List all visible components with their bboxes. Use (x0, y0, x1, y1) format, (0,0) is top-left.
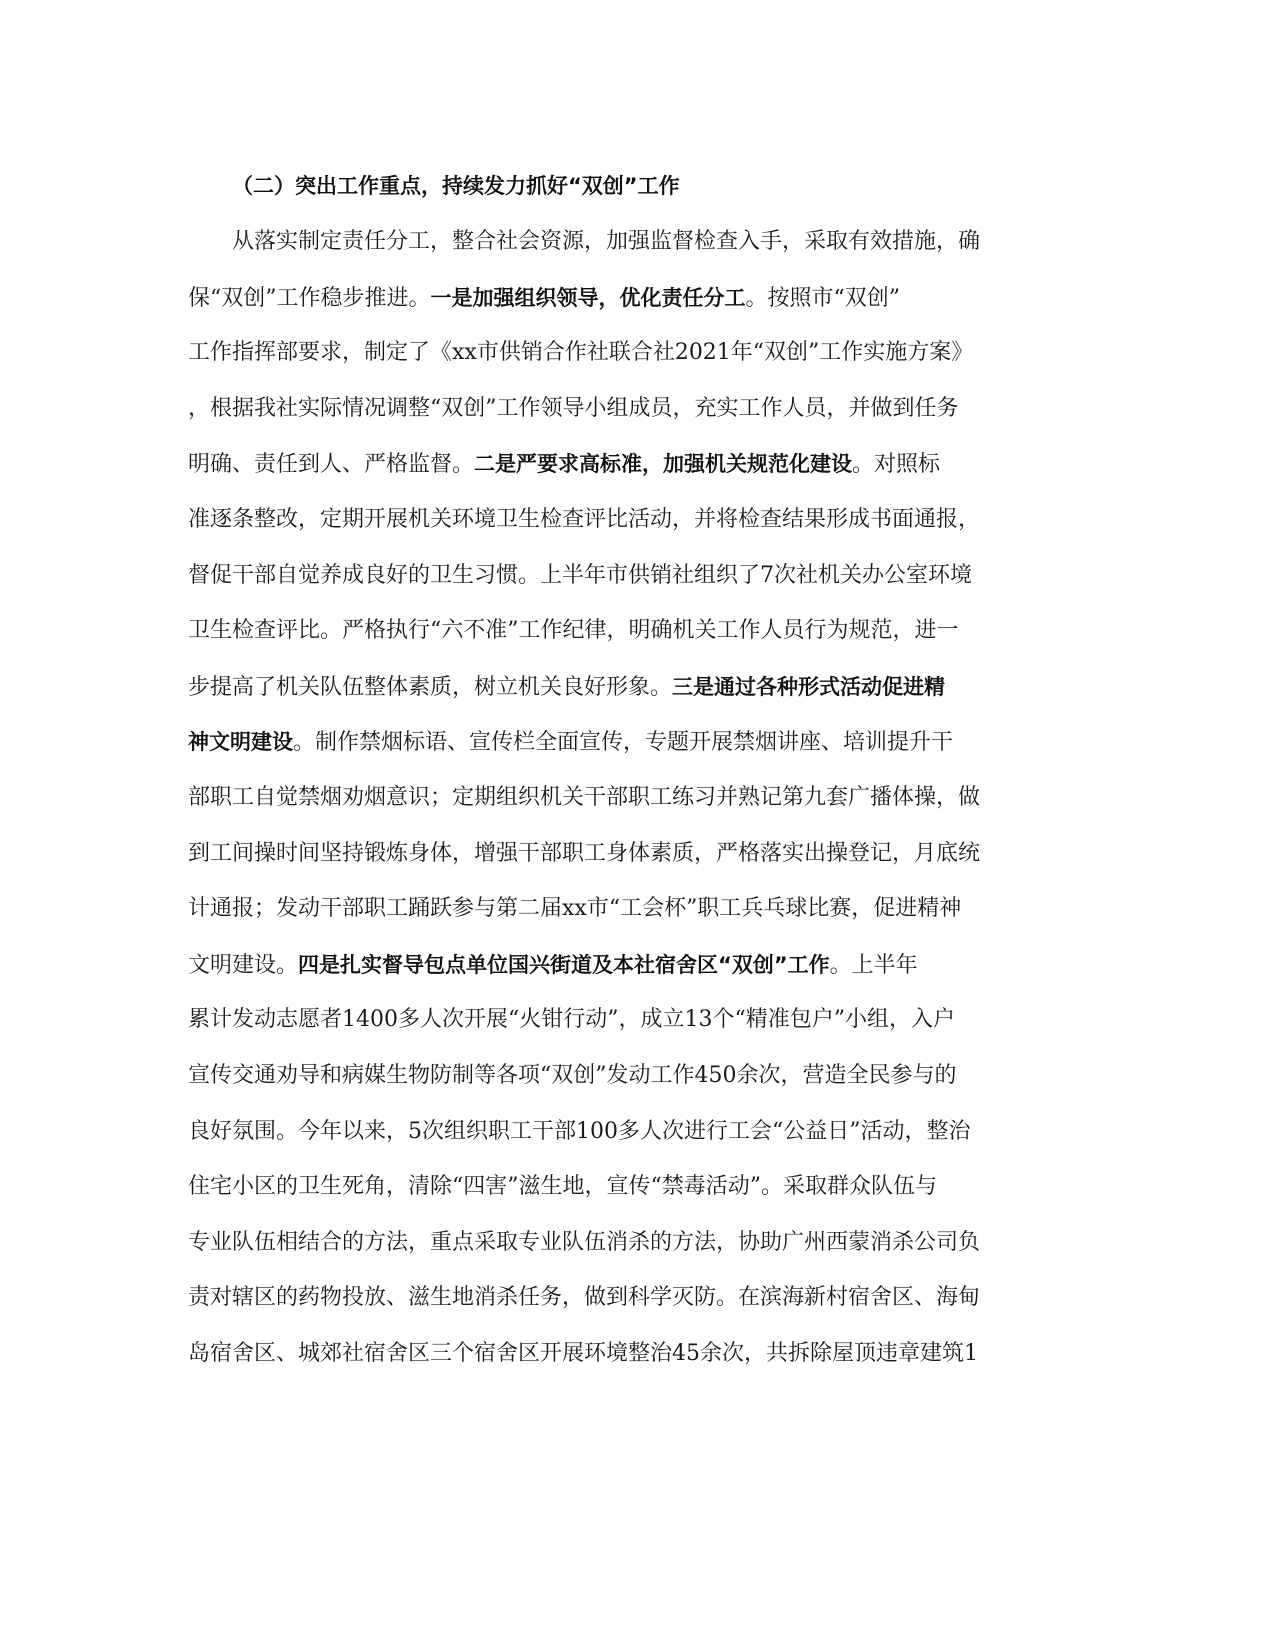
text-run: 宣传交通劝导和病媒生物防制等各项“双创”发动工作450余次，营造全民参与的 (188, 1063, 957, 1088)
bold-phrase: 二是严要求高标准，加强机关规范化建设 (474, 452, 853, 477)
text-run: 工作指挥部要求，制定了《xx市供销合作社联合社2021年“双创”工作实施方案》 (188, 340, 974, 366)
text-run: 督促干部自觉养成良好的卫生习惯。上半年市供销社组织了7次社机关办公室环境 (188, 562, 972, 588)
text-run: 从落实制定责任分工，整合社会资源，加强监督检查入手，采取有效措施，确 (232, 229, 981, 254)
section-heading: （二）突出工作重点，持续发力抓好“双创”工作 (232, 174, 680, 198)
text-line (188, 778, 980, 818)
text-run: 部职工自觉禁烟劝烟意识；定期组织机关干部职工练习并熟记第九套广播体操，做 (188, 785, 981, 810)
text-line (188, 834, 980, 874)
text-line (188, 889, 961, 929)
text-run: 住宅小区的卫生死角，清除“四害”滋生地，宣传“禁毒活动”。采取群众队伍与 (188, 1174, 937, 1200)
text-run: 岛宿舍区、城郊社宿舍区三个宿舍区开展环境整治45余次，共拆除屋顶违章建筑1 (188, 1341, 978, 1366)
text-run: 保“双创”工作稳步推进。 (188, 285, 431, 311)
text-run: 准逐条整改，定期开展机关环境卫生检查评比活动，并将检查结果形成书面通报， (188, 507, 981, 532)
text-run: 。上半年 (829, 952, 918, 978)
text-line (188, 1000, 955, 1040)
text-run: 明确、责任到人、严格监督。 (188, 452, 475, 478)
text-run: 专业队伍相结合的方法，重点采取专业队伍消杀的方法，协助广州西蒙消杀公司负 (188, 1229, 981, 1255)
text-line (188, 722, 953, 762)
text-line (232, 222, 980, 262)
text-run: 。对照标 (852, 452, 941, 478)
text-line (188, 333, 973, 373)
text-line (188, 500, 980, 540)
bold-phrase: 神文明建设 (188, 730, 293, 755)
text-line (188, 1167, 937, 1207)
text-line (188, 1334, 978, 1374)
text-line (188, 611, 959, 651)
text-line (188, 1056, 957, 1096)
text-line (188, 667, 945, 707)
text-run: 。制作禁烟标语、宣传栏全面宣传，专题开展禁烟讲座、培训提升干 (293, 730, 954, 756)
text-run: 到工间操时间坚持锻炼身体，增强干部职工身体素质，严格落实出操登记，月底统 (188, 840, 981, 866)
text-line (188, 1278, 980, 1318)
text-run: 责对辖区的药物投放、滋生地消杀任务，做到科学灭防。在滨海新村宿舍区、海甸 (188, 1285, 981, 1311)
text-run: 计通报；发动干部职工踊跃参与第二届xx市“工会杯”职工兵乓球比赛，促进精神 (188, 896, 962, 922)
text-run: 步提高了机关队伍整体素质，树立机关良好形象。 (188, 674, 673, 700)
text-line (188, 444, 940, 484)
text-line (188, 1112, 971, 1152)
text-run: ，根据我社实际情况调整“双创”工作领导小组成员，充实工作人员，并做到任务 (188, 395, 959, 421)
text-line (188, 1223, 980, 1263)
text-line (188, 389, 959, 429)
text-line (188, 945, 918, 985)
text-line (188, 278, 900, 318)
text-run: 良好氛围。今年以来，5次组织职工干部100多人次进行工会“公益日”活动，整治 (188, 1118, 971, 1144)
text-run: 。按照市“双创” (745, 285, 900, 311)
text-run: 累计发动志愿者1400多人次开展“火钳行动”，成立13个“精准包户”小组，入户 (188, 1007, 955, 1033)
bold-phrase: 三是通过各种形式活动促进精 (672, 674, 946, 699)
bold-phrase: 一是加强组织领导，优化责任分工 (430, 285, 746, 310)
text-line (188, 556, 972, 596)
text-run: 文明建设。 (188, 952, 299, 978)
text-run: 卫生检查评比。严格执行“六不准”工作纪律，明确机关工作人员行为规范，进一 (188, 618, 959, 644)
bold-phrase: 四是扎实督导包点单位国兴街道及本社宿舍区“双创”工作 (298, 952, 830, 977)
